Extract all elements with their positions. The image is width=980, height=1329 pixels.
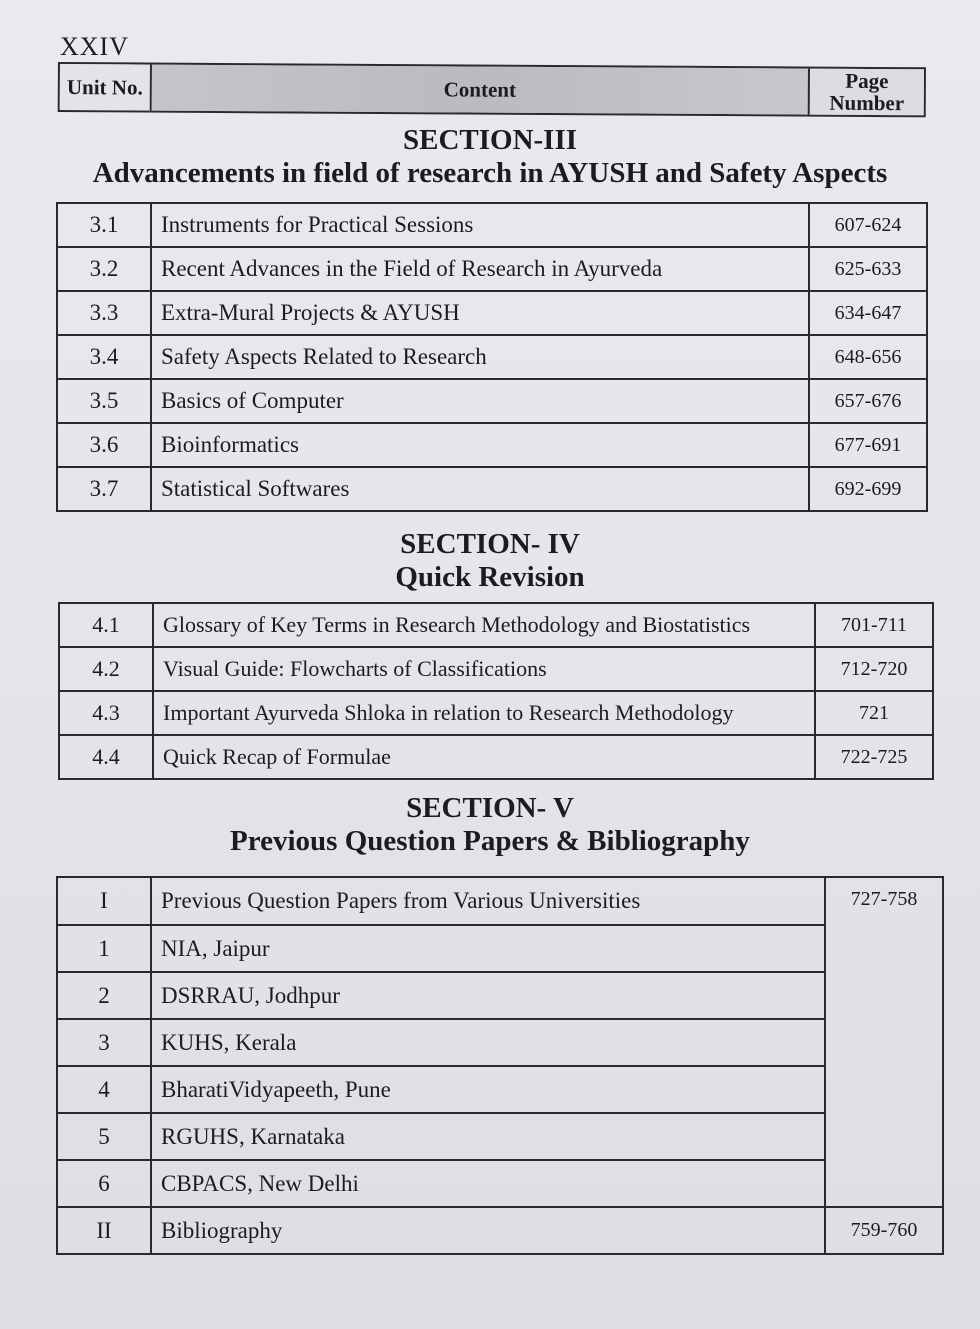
section-4-title [0,528,980,594]
page-range: 677-691 [809,423,927,467]
section-3-subheading: Advancements in field of research in AYUSH and Safety Aspects [92,157,888,189]
page-range: 657-676 [809,379,927,423]
page-range: 634-647 [809,291,927,335]
table-row [59,735,933,779]
unit-title: Previous Question Papers from Various Universities [151,877,825,925]
page-range: 625-633 [809,247,927,291]
table-row [57,1160,943,1207]
section-4-subheading: Quick Revision [395,561,585,593]
header-number-label: Number [829,90,905,116]
page-number: XXIV [60,32,129,61]
university-name: RGUHS, Karnataka [151,1113,825,1160]
table-row [57,467,927,511]
unit-number: 1 [57,925,151,972]
header-unit-no: Unit No. [60,64,152,111]
section-3-title [0,124,980,190]
unit-title: Instruments for Practical Sessions [151,203,809,247]
section-5-table [56,876,944,1255]
table-row [57,335,927,379]
unit-number: 2 [57,972,151,1019]
table-row [57,972,943,1019]
table-row [59,691,933,735]
section-5-heading: SECTION- V [406,792,574,824]
university-name: DSRRAU, Jodhpur [151,972,825,1019]
page-range: 759-760 [825,1207,943,1254]
table-row [57,379,927,423]
unit-number: II [57,1207,151,1254]
unit-title: Extra-Mural Projects & AYUSH [151,291,809,335]
unit-title: Visual Guide: Flowcharts of Classifications [153,647,815,691]
unit-number: 3 [57,1019,151,1066]
page-range: 648-656 [809,335,927,379]
unit-number: 5 [57,1113,151,1160]
section-4-heading: SECTION- IV [400,528,580,560]
unit-title: Important Ayurveda Shloka in relation to Research Methodology [153,691,815,735]
unit-number: 3.7 [57,467,151,511]
toc-header [58,62,926,117]
unit-number: 3.2 [57,247,151,291]
table-row [57,925,943,972]
table-row [57,247,927,291]
unit-number: 3.4 [57,335,151,379]
university-name: NIA, Jaipur [151,925,825,972]
unit-title: Bioinformatics [151,423,809,467]
unit-number: 4.3 [59,691,153,735]
unit-number: I [57,877,151,925]
unit-number: 6 [57,1160,151,1207]
university-name: CBPACS, New Delhi [151,1160,825,1207]
unit-number: 4.4 [59,735,153,779]
unit-title: Glossary of Key Terms in Research Methodology and Biostatistics [153,603,815,647]
unit-title: Safety Aspects Related to Research [151,335,809,379]
table-row [57,291,927,335]
unit-title: Basics of Computer [151,379,809,423]
unit-number: 3.3 [57,291,151,335]
table-row [57,877,943,925]
table-row [57,1066,943,1113]
university-name: KUHS, Kerala [151,1019,825,1066]
table-row [59,647,933,691]
section-3-heading: SECTION-III [402,124,578,156]
table-row [57,203,927,247]
unit-title: Quick Recap of Formulae [153,735,815,779]
section-3-table [56,202,928,512]
unit-number: 4.2 [59,647,153,691]
page-range: 721 [815,691,933,735]
header-page-number [808,69,924,116]
page-range: 727-758 [825,877,943,1207]
table-row [57,1113,943,1160]
university-name: BharatiVidyapeeth, Pune [151,1066,825,1113]
unit-number: 3.1 [57,203,151,247]
table-row [57,1207,943,1254]
page-range: 701-711 [815,603,933,647]
unit-number: 4.1 [59,603,153,647]
unit-title: Bibliography [151,1207,825,1254]
section-5-title [0,792,980,858]
unit-title: Recent Advances in the Field of Research in Ayurveda [151,247,809,291]
unit-number: 3.5 [57,379,151,423]
unit-number: 4 [57,1066,151,1113]
page-range: 722-725 [815,735,933,779]
table-row [59,603,933,647]
section-5-subheading: Previous Question Papers & Bibliography [230,825,750,857]
header-content: Content [152,65,808,115]
page-range: 712-720 [815,647,933,691]
unit-title: Statistical Softwares [151,467,809,511]
table-row [57,423,927,467]
header-page-label: Page [845,68,889,94]
unit-number: 3.6 [57,423,151,467]
page-range: 692-699 [809,467,927,511]
table-row [57,1019,943,1066]
page-range: 607-624 [809,203,927,247]
section-4-table [58,602,934,780]
